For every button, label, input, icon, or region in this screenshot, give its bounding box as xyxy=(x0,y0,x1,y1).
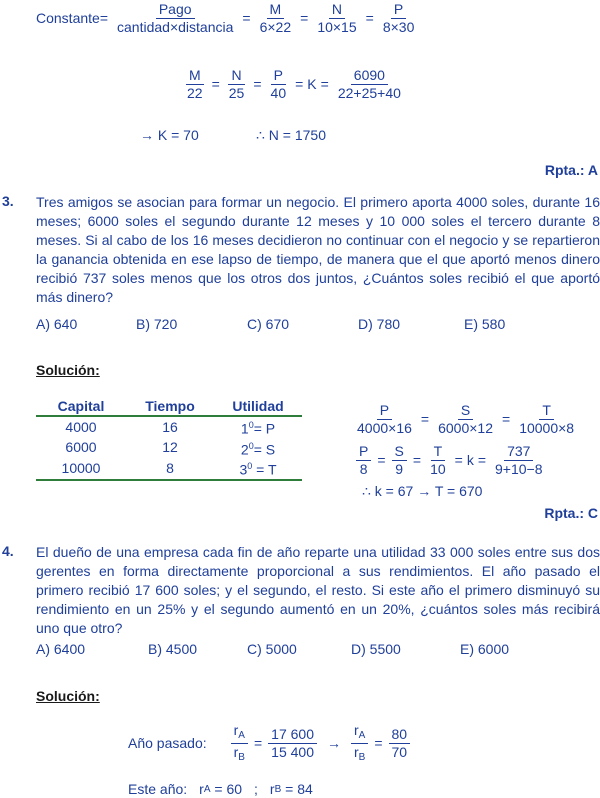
table-row: 10000 8 $3^0 = T$ xyxy=(36,458,302,480)
th-tiempo: Tiempo xyxy=(126,398,214,416)
q3-option-e[interactable]: E) 580 xyxy=(464,316,506,332)
fraction-n25: $\frac{N}{25}$ xyxy=(228,66,245,101)
question-3-number: 3. xyxy=(2,193,14,209)
k-737-equation: $\frac{P}{8}$ = $\frac{S}{9}$ = $\frac{T}{10}$ = k = $\frac{737}{9+10-8}$ xyxy=(354,441,548,479)
q3-option-a[interactable]: A) 640 xyxy=(36,316,78,332)
fraction-6090: $\frac{6090}{22+25+40}$ xyxy=(337,66,401,101)
ano-pasado-label: Año pasado: xyxy=(128,735,207,751)
fraction-t10: $\frac{T}{10}$ xyxy=(430,442,446,477)
table-header-row xyxy=(36,398,302,416)
este-ano-line: Este año: r A = 60 ; r B = 84 xyxy=(128,781,313,797)
q3-option-b[interactable]: B) 720 xyxy=(136,316,178,332)
rpta-c: Rpta.: C xyxy=(544,505,598,521)
q3-option-d[interactable]: D) 780 xyxy=(358,316,401,332)
ano-pasado-equation: Año pasado: $\frac{r_A}{r_B}$ = $\frac{17 600}{15 400}$ → $\frac{r_A}{r_B}$ = $\frac{80}{70}$ xyxy=(128,723,412,763)
fraction-80-70: $\frac{80}{70}$ xyxy=(389,727,411,759)
q3-solucion-heading: Solución: xyxy=(36,362,100,378)
k-symbol: k xyxy=(466,452,474,468)
th-capital: Capital xyxy=(36,398,126,416)
fraction-n: $\frac{N}{10\times 15}$ xyxy=(317,0,357,35)
q4-option-e[interactable]: E) 6000 xyxy=(460,641,510,657)
q3-option-c[interactable]: C) 670 xyxy=(247,316,290,332)
fraction-p: $\frac{P}{8\times 30}$ xyxy=(382,0,415,35)
fraction-p-4000: $\frac{P}{4000\times 16}$ xyxy=(357,401,412,436)
q3-result: ∴ k = 67 → T = 670 xyxy=(362,483,483,499)
fraction-m: $\frac{M}{6\times 22}$ xyxy=(259,0,292,35)
fraction-s-6000: $\frac{S}{6000\times 12}$ xyxy=(438,401,493,436)
table-row: 4000 16 $1^0= P$ xyxy=(65,418,276,437)
q4-solucion-heading: Solución: xyxy=(36,688,100,704)
q4-option-c[interactable]: C) 5000 xyxy=(247,641,297,657)
rpta-a: Rpta.: A xyxy=(544,162,598,178)
fraction-ra-rb-2: $\frac{r_A}{r_B}$ xyxy=(351,723,368,763)
table-row: 6000 12 $2^0= S$ xyxy=(65,439,276,458)
este-ano-label: Este año: xyxy=(128,781,188,797)
fraction-s9: $\frac{S}{9}$ xyxy=(392,444,407,476)
question-3-text: Tres amigos se asocian para formar un negocio. El primero aporta 4000 soles, durante 16 meses; 6000 soles el segundo durante 12 meses y 10 000 soles el tercero durante 8 meses. Si al cabo de los 16 meses decidieron no continuar con el negocio y se repartieron la ganancia obtenida en ese lapso de tiempo, de manera que el que aportó menos dinero recibió 737 soles menos que los otros dos juntos, ¿Cuántos soles recibió el que aportó más dinero? xyxy=(36,194,600,305)
question-4-number: 4. xyxy=(2,543,14,559)
k-equation: $\frac{M}{22}$ = $\frac{N}{25}$ = $\frac{P}{40}$ = K = $\frac{6090}{22+25+40}$ xyxy=(182,64,406,104)
th-utilidad: Utilidad xyxy=(214,398,302,416)
fraction-17600: $\frac{17 600}{15 400}$ xyxy=(268,727,317,759)
q4-option-d[interactable]: D) 5500 xyxy=(351,641,401,657)
q4-option-a[interactable]: A) 6400 xyxy=(36,641,86,657)
q4-option-b[interactable]: B) 4500 xyxy=(148,641,198,657)
fraction-m22: $\frac{M}{22}$ xyxy=(187,66,203,101)
pst-equation: $\frac{P}{4000\times 16}$ = $\frac{S}{6000\times 12}$ = $\frac{T}{10000\times 8}$ xyxy=(352,400,579,438)
fraction-p40: $\frac{P}{40}$ xyxy=(270,66,287,101)
fraction-p8: $\frac{P}{8}$ xyxy=(356,444,371,476)
result-k: → K = 70 xyxy=(140,127,199,143)
fraction-pago: $\frac{\text{Pago}}{\text{cantidad×distancia}}$ xyxy=(117,0,234,35)
fraction-ra-rb: $\frac{r_A}{r_B}$ xyxy=(231,723,248,763)
result-n: ∴ N = 1750 xyxy=(256,127,327,143)
constante-label: Constante xyxy=(36,10,100,26)
question-4-text: El dueño de una empresa cada fin de año reparte una utilidad 33 000 soles entre sus dos gerentes en forma directamente proporcional a sus rendimientos. El año pasado el primero recibió 17 600 soles; y el segundo, el resto. Si este año el primero disminuyó su rendimiento en un 25% y el segundo aumentó en un 20%, ¿cuántos soles más recibirá uno que otro? xyxy=(36,544,600,636)
fraction-t-10000: $\frac{T}{10000\times 8}$ xyxy=(519,401,575,436)
k-label: K xyxy=(307,76,317,92)
constante-equation: Constante = $\frac{\text{Pago}}{\text{cantidad×distancia}}$ = $\frac{M}{6\times 22}$ = $\frac{N}{10\times 15}$ = $\frac{P}{8\times 30}$ xyxy=(36,0,419,36)
capital-table xyxy=(36,398,302,481)
fraction-737: $\frac{737}{9+10-8}$ xyxy=(495,442,543,477)
